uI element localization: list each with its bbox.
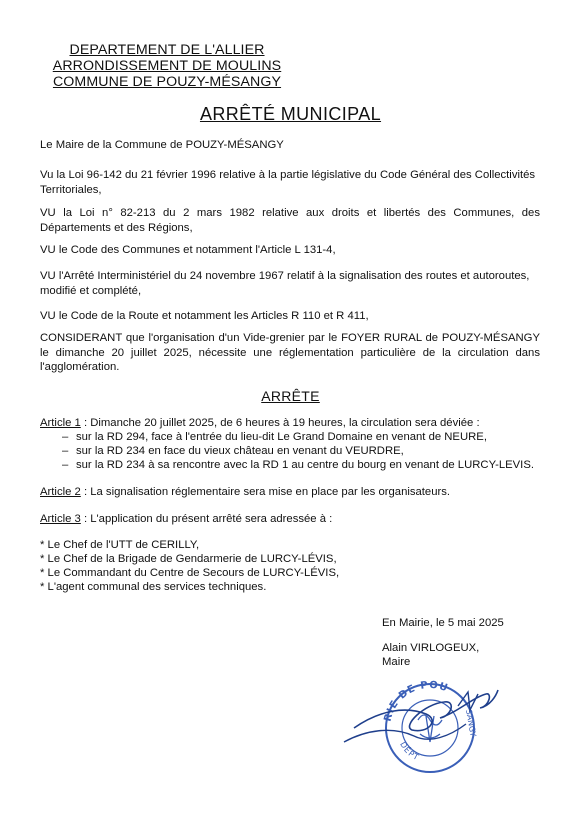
article-1-text: : Dimanche 20 juillet 2025, de 6 heures à 19 heures, la circulation sera déviée : bbox=[80, 417, 480, 429]
article-1-label: Article 1 bbox=[40, 417, 81, 429]
document-title: ARRÊTÉ MUNICIPAL bbox=[199, 104, 382, 124]
list-item: – sur la RD 234 à sa rencontre avec la RD 1 au centre du bourg en venant de LURCY-LEVIS. bbox=[62, 459, 534, 471]
recipient-item: * Le Chef de l'UTT de CERILLY, bbox=[40, 539, 200, 551]
recipient-item: * Le Chef de la Brigade de Gendarmerie de LURCY-LÉVIS, bbox=[40, 553, 337, 565]
article-1 bbox=[40, 416, 540, 431]
signatory-name: Alain VIRLOGEUX, bbox=[382, 642, 480, 654]
header-arrondissement: ARRONDISSEMENT DE MOULINS bbox=[52, 58, 282, 74]
maire-line: Le Maire de la Commune de POUZY-MÉSANGY bbox=[40, 139, 284, 151]
considerant-paragraph: CONSIDERANT que l'organisation d'un Vide-grenier par le FOYER RURAL de POUZY-MÉSANGY le dimanche 20 juillet 2025, nécessite une réglementation particulière de la circulation dans l'agglomération. bbox=[40, 332, 540, 373]
svg-text:DÉPT: DÉPT bbox=[398, 740, 421, 763]
dash-icon: – bbox=[62, 431, 69, 443]
article-3 bbox=[40, 512, 540, 527]
signatory-role: Maire bbox=[382, 656, 411, 668]
list-item: – sur la RD 294, face à l'entrée du lieu-dit Le Grand Domaine en venant de NEURE, bbox=[62, 431, 487, 443]
list-item: – sur la RD 234 en face du vieux château en venant du VEURDRE, bbox=[62, 445, 404, 457]
dash-icon: – bbox=[62, 459, 69, 471]
arrete-heading: ARRÊTE bbox=[261, 388, 320, 404]
article-3-text: : L'application du présent arrêté sera adressée à : bbox=[80, 513, 333, 525]
vu-code-route: VU le Code de la Route et notamment les Articles R 110 et R 411, bbox=[40, 310, 369, 322]
header-departement: DEPARTEMENT DE L'ALLIER bbox=[69, 42, 265, 58]
recipient-item: * L'agent communal des services techniques. bbox=[40, 581, 267, 593]
svg-text:RIE DE POU: RIE DE POU bbox=[382, 679, 450, 723]
vu-code-communes: VU le Code des Communes et notamment l'Article L 131-4, bbox=[40, 244, 336, 256]
vu-loi-96-142: Vu la Loi 96-142 du 21 février 1996 relative à la partie législative du Code Général des Collectivités Territoriales, bbox=[40, 169, 536, 196]
article-2-text: : La signalisation réglementaire sera mise en place par les organisateurs. bbox=[80, 486, 451, 498]
document-header bbox=[42, 42, 292, 90]
vu-loi-82-213: VU la Loi n° 82-213 du 2 mars 1982 relative aux droits et libertés des Communes, des Départements et des Régions, bbox=[40, 207, 540, 234]
dash-icon: – bbox=[62, 445, 69, 457]
article-2 bbox=[40, 485, 540, 500]
article-2-label: Article 2 bbox=[40, 486, 81, 498]
svg-text:SANGY: SANGY bbox=[464, 708, 478, 738]
recipient-item: * Le Commandant du Centre de Secours de LURCY-LÉVIS, bbox=[40, 567, 340, 579]
article-3-label: Article 3 bbox=[40, 513, 81, 525]
header-commune: COMMUNE DE POUZY-MÉSANGY bbox=[52, 74, 282, 90]
vu-arrete-interministeriel: VU l'Arrêté Interministériel du 24 novembre 1967 relatif à la signalisation des routes et autoroutes, modifié et complété, bbox=[40, 270, 530, 297]
place-date: En Mairie, le 5 mai 2025 bbox=[382, 617, 504, 629]
mairie-stamp-and-signature bbox=[340, 676, 500, 776]
